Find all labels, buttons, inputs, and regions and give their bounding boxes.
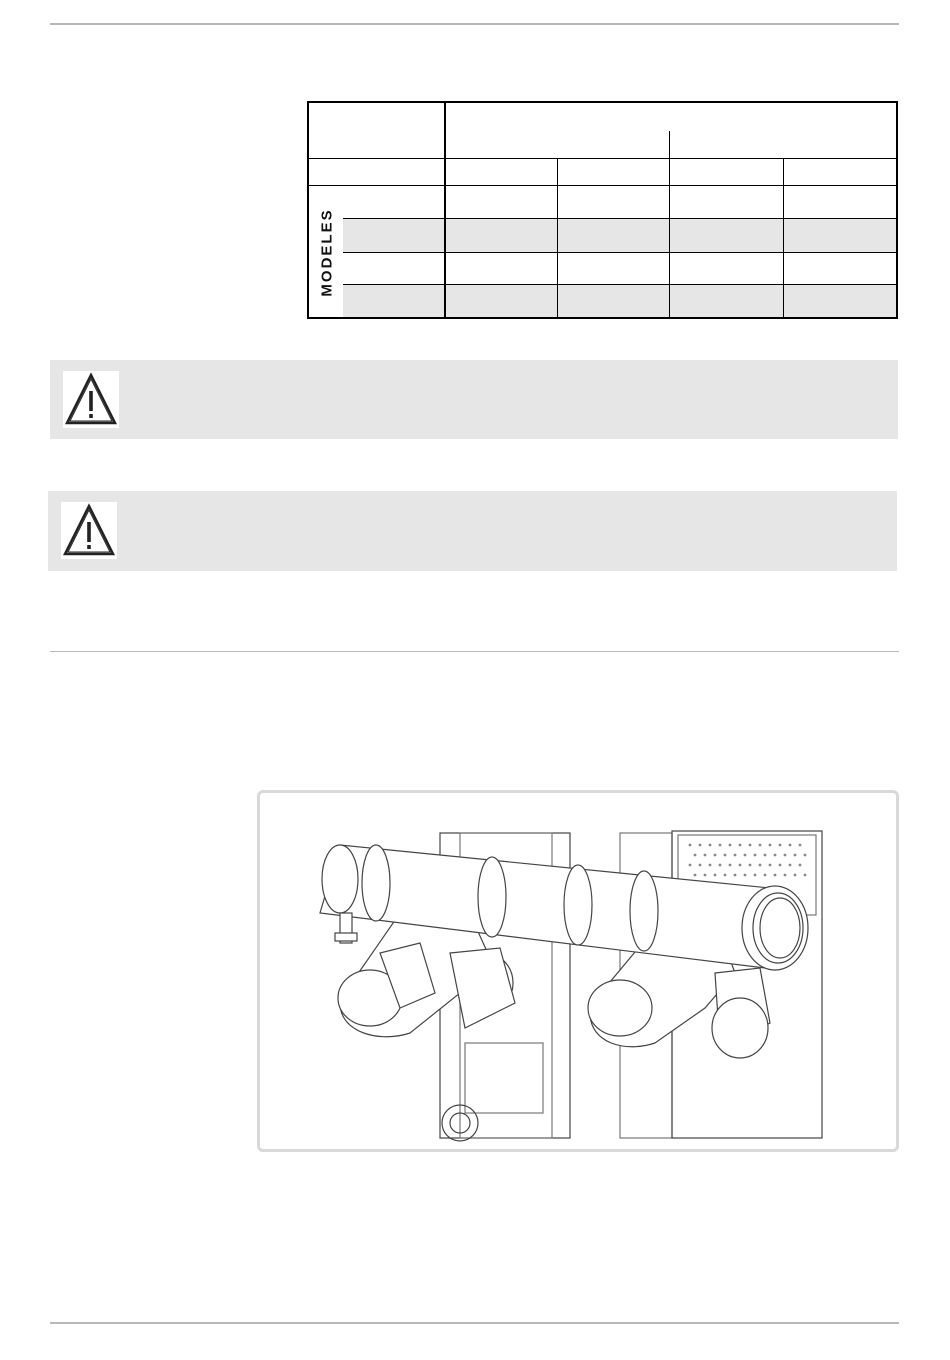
- row-group-label: [309, 186, 345, 319]
- warning-triangle-icon: [63, 371, 119, 428]
- modeles-label: MODELES: [318, 208, 336, 297]
- flue-pipe-illustration: [260, 793, 896, 1149]
- warning-box: [48, 491, 897, 571]
- table-vline: [669, 131, 670, 319]
- table-hline: [343, 284, 898, 285]
- table-vline: [444, 101, 446, 319]
- table-hline: [307, 158, 898, 159]
- warning-icon-box: [63, 371, 119, 428]
- figure-frame: [257, 790, 899, 1152]
- warning-box: [50, 360, 898, 439]
- table-vline: [557, 158, 558, 319]
- table-hline: [307, 185, 898, 186]
- header-rule: [50, 23, 899, 25]
- table-hline: [343, 252, 898, 253]
- warning-icon-box: [61, 502, 117, 559]
- warning-triangle-icon: [61, 502, 117, 559]
- table-vline: [783, 158, 784, 319]
- footer-rule: [50, 1322, 899, 1324]
- table-frame: [307, 101, 898, 319]
- section-rule: [50, 651, 899, 652]
- table-hline: [343, 218, 898, 219]
- models-table: [307, 101, 898, 319]
